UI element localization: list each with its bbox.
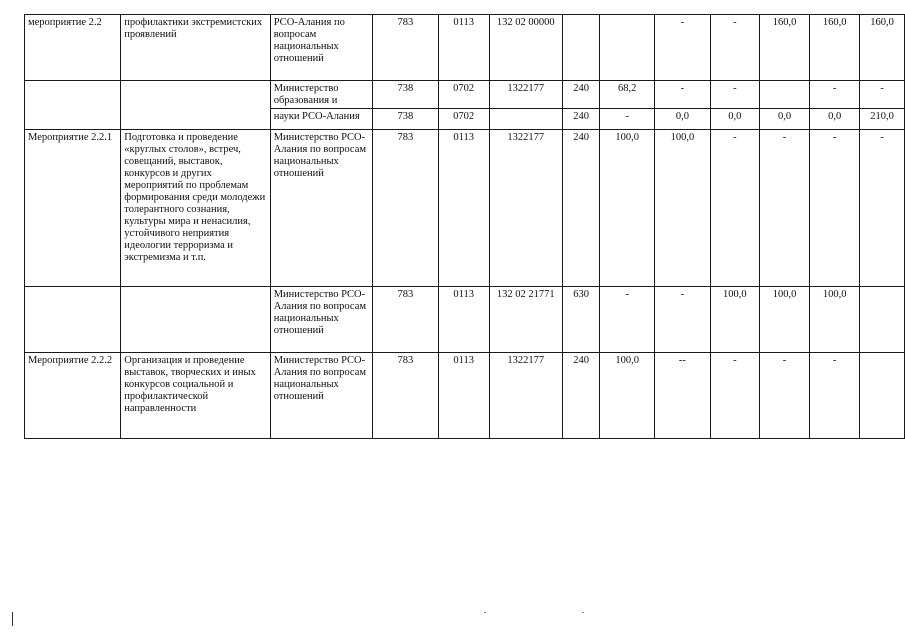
year5-cell: 100,0 — [810, 287, 860, 353]
year4-cell: 160,0 — [759, 15, 809, 81]
table-row — [25, 130, 905, 287]
year2-cell: - — [655, 287, 711, 353]
year1-cell: 100,0 — [600, 130, 655, 287]
rzpr-cell: 0702 — [438, 81, 489, 109]
year1-cell: - — [600, 109, 655, 130]
year5-cell: 160,0 — [810, 15, 860, 81]
executor-cell: Министерство образования и — [270, 81, 372, 109]
year3-cell: - — [710, 353, 759, 439]
grbs-cell: 783 — [372, 130, 438, 287]
csr-cell: 1322177 — [489, 130, 562, 287]
year6-cell: 160,0 — [860, 15, 905, 81]
grbs-cell: 783 — [372, 287, 438, 353]
rzpr-cell: 0113 — [438, 15, 489, 81]
csr-cell: 1322177 — [489, 81, 562, 109]
event-name-cell — [121, 287, 270, 353]
executor-cell: Министерство РСО-Алания по вопросам национальных отношений — [270, 130, 372, 287]
event-name-cell: Подготовка и проведение «круглых столов», встреч, совещаний, выставок, конкурсов и других мероприятий по проблемам формирования среди молодежи толерантного сознания, культуры мира и ненасилия, устойчивого неприятия идеологии терроризма и экстремизма и т.п. — [121, 130, 270, 287]
year5-cell: - — [810, 81, 860, 109]
csr-cell — [489, 109, 562, 130]
scan-mark — [12, 612, 13, 626]
grbs-cell: 783 — [372, 15, 438, 81]
year5-cell: 0,0 — [810, 109, 860, 130]
year3-cell: 100,0 — [710, 287, 759, 353]
event-cell: Мероприятие 2.2.2 — [25, 353, 121, 439]
rzpr-cell: 0113 — [438, 353, 489, 439]
budget-table — [24, 14, 905, 439]
executor-cell: Министерство РСО-Алания по вопросам национальных отношений — [270, 353, 372, 439]
vr-cell: 240 — [562, 353, 600, 439]
year3-cell: - — [710, 81, 759, 109]
year2-cell: - — [655, 15, 711, 81]
csr-cell: 132 02 00000 — [489, 15, 562, 81]
table-row — [25, 15, 905, 81]
year4-cell: - — [759, 130, 809, 287]
year2-cell: -- — [655, 353, 711, 439]
year6-cell: - — [860, 81, 905, 109]
year6-cell — [860, 287, 905, 353]
rzpr-cell: 0113 — [438, 130, 489, 287]
year6-cell: 210,0 — [860, 109, 905, 130]
event-cell: мероприятие 2.2 — [25, 15, 121, 81]
event-name-cell — [121, 81, 270, 130]
year3-cell: - — [710, 130, 759, 287]
year6-cell — [860, 353, 905, 439]
year3-cell: - — [710, 15, 759, 81]
year5-cell: - — [810, 130, 860, 287]
year2-cell: 100,0 — [655, 130, 711, 287]
table-row — [25, 353, 905, 439]
event-cell: Мероприятие 2.2.1 — [25, 130, 121, 287]
vr-cell: 240 — [562, 81, 600, 109]
rzpr-cell: 0113 — [438, 287, 489, 353]
executor-cell: Министерство РСО-Алания по вопросам национальных отношений — [270, 287, 372, 353]
year4-cell: - — [759, 353, 809, 439]
year2-cell: - — [655, 81, 711, 109]
year3-cell: 0,0 — [710, 109, 759, 130]
year6-cell: - — [860, 130, 905, 287]
grbs-cell: 738 — [372, 109, 438, 130]
year4-cell: 0,0 — [759, 109, 809, 130]
csr-cell: 1322177 — [489, 353, 562, 439]
year4-cell — [759, 81, 809, 109]
grbs-cell: 738 — [372, 81, 438, 109]
event-name-cell: Организация и проведение выставок, творческих и иных конкурсов социальной и профилактической направленности — [121, 353, 270, 439]
year1-cell: 68,2 — [600, 81, 655, 109]
vr-cell — [562, 15, 600, 81]
year1-cell: 100,0 — [600, 353, 655, 439]
csr-cell: 132 02 21771 — [489, 287, 562, 353]
rzpr-cell: 0702 — [438, 109, 489, 130]
year1-cell — [600, 15, 655, 81]
grbs-cell: 783 — [372, 353, 438, 439]
year1-cell: - — [600, 287, 655, 353]
event-name-cell: профилактики экстремистских проявлений — [121, 15, 270, 81]
table-row — [25, 287, 905, 353]
year2-cell: 0,0 — [655, 109, 711, 130]
vr-cell: 630 — [562, 287, 600, 353]
vr-cell: 240 — [562, 130, 600, 287]
year4-cell: 100,0 — [759, 287, 809, 353]
executor-cell: РСО-Алания по вопросам национальных отношений — [270, 15, 372, 81]
executor-cell: науки РСО-Алания — [270, 109, 372, 130]
event-cell — [25, 287, 121, 353]
table-row — [25, 81, 905, 109]
vr-cell: 240 — [562, 109, 600, 130]
year5-cell: - — [810, 353, 860, 439]
event-cell — [25, 81, 121, 130]
scan-speck — [582, 612, 584, 613]
scan-speck — [484, 612, 486, 613]
